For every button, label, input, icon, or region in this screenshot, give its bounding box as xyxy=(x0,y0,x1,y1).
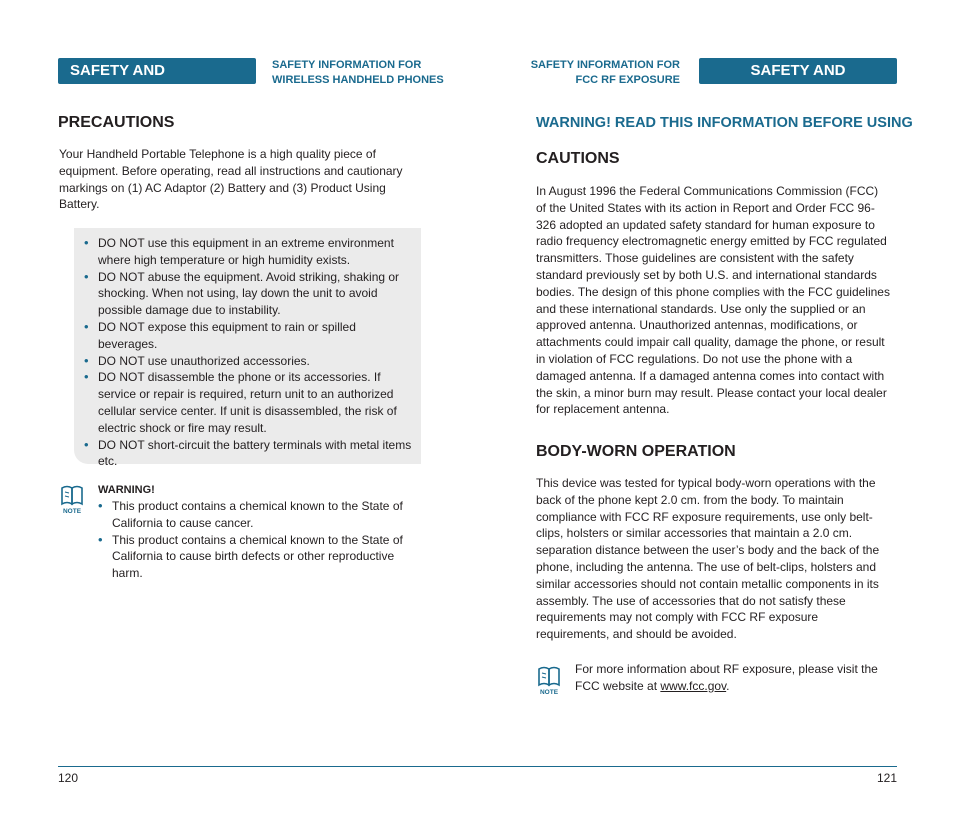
cautions-title: CAUTIONS xyxy=(536,150,620,167)
subheading-line: WIRELESS HANDHELD PHONES xyxy=(272,74,444,86)
subheading xyxy=(531,58,680,88)
note-icon-label: NOTE xyxy=(539,689,559,695)
list-item: • DO NOT disassemble the phone or its accessories. If service or repair is required, return unit to an authorized cellular service center. If unit is disassembled, the risk of electric shock or fire may result. xyxy=(84,369,414,436)
note-text-end: . xyxy=(726,678,730,693)
list-item: • This product contains a chemical known to the State of California to cause cancer. xyxy=(98,498,418,532)
section-tab: SAFETY AND WARRANTY xyxy=(58,58,256,84)
footer-rule xyxy=(58,766,477,767)
note-icon-label: NOTE xyxy=(62,508,82,514)
section-tab: SAFETY AND WARRANTY xyxy=(699,58,897,84)
subheading-line: SAFETY INFORMATION FOR xyxy=(272,59,422,71)
warning-heading: WARNING! READ THIS INFORMATION BEFORE USING xyxy=(536,115,913,131)
precautions-box xyxy=(74,228,421,469)
list-item: • DO NOT short-circuit the battery terminals with metal items etc. xyxy=(84,437,414,471)
fcc-link[interactable]: www.fcc.gov xyxy=(660,678,727,693)
precautions-title: PRECAUTIONS xyxy=(58,114,175,131)
precautions-intro: Your Handheld Portable Telephone is a high quality piece of equipment. Before operating, read all instructions and cautionary markings on (1) AC Adaptor (2) Battery and (3) Product Using Battery. xyxy=(59,147,403,212)
note-text: For more information about RF exposure, please visit the FCC website at xyxy=(575,662,878,693)
subheading xyxy=(272,58,444,88)
footer-rule xyxy=(477,766,897,767)
list-item: • DO NOT use this equipment in an extreme environment where high temperature or high humidity exists. xyxy=(84,235,414,269)
page-number: 121 xyxy=(876,771,897,785)
note-book-icon xyxy=(536,665,562,695)
body-worn-text: This device was tested for typical body-worn operations with the back of the phone kept 2.0 cm. from the body. To maintain compliance with FCC RF exposure requirements, use only belt-clips, holsters or similar accessories that maintain a 2.0 cm. separation distance between the user’s body and the back of the phone, including the antenna. The use of belt-clips, holsters and similar accessories should not contain metallic components in its assembly. The use of accessories that do not satisfy these requirements may not comply with FCC RF exposure requirements, and should be avoided. xyxy=(536,476,880,642)
subheading-line: FCC RF EXPOSURE xyxy=(575,74,680,86)
list-item: • DO NOT expose this equipment to rain or spilled beverages. xyxy=(84,319,414,353)
list-item: • DO NOT use unauthorized accessories. xyxy=(84,353,414,370)
precautions-list xyxy=(84,235,414,470)
warning-list xyxy=(98,498,418,582)
page-number: 120 xyxy=(58,771,79,785)
subheading-line: SAFETY INFORMATION FOR xyxy=(530,59,680,71)
warning-label: WARNING! xyxy=(98,484,155,496)
list-item: • This product contains a chemical known to the State of California to cause birth defects or other reproductive harm. xyxy=(98,532,418,582)
list-item: • DO NOT abuse the equipment. Avoid striking, shaking or shocking. When not using, lay down the unit to avoid possible damage due to instability. xyxy=(84,269,414,319)
body-worn-title: BODY-WORN OPERATION xyxy=(536,443,736,460)
cautions-text: In August 1996 the Federal Communications Commission (FCC) of the United States with its action in Report and Order FCC 96-326 adopted an updated safety standard for human exposure to radio frequency electromagnetic energy emitted by FCC regulated transmitters. Those guidelines are consistent with the safety standard previously set by both U.S. and international standards bodies. The design of this phone complies with the FCC guidelines and these international standards. Use only the supplied or an approved antenna. Unauthorized antennas, modifications, or attachments could impair call quality, damage the phone, or result in violation of FCC regulations. Do not use the phone with a damaged antenna. If a damaged antenna comes into contact with the skin, a minor burn may result. Please contact your local dealer for replacement antenna. xyxy=(536,184,890,417)
note-book-icon xyxy=(59,484,85,514)
rf-note xyxy=(575,661,887,695)
right-page xyxy=(477,0,954,824)
warning-note xyxy=(98,483,418,582)
